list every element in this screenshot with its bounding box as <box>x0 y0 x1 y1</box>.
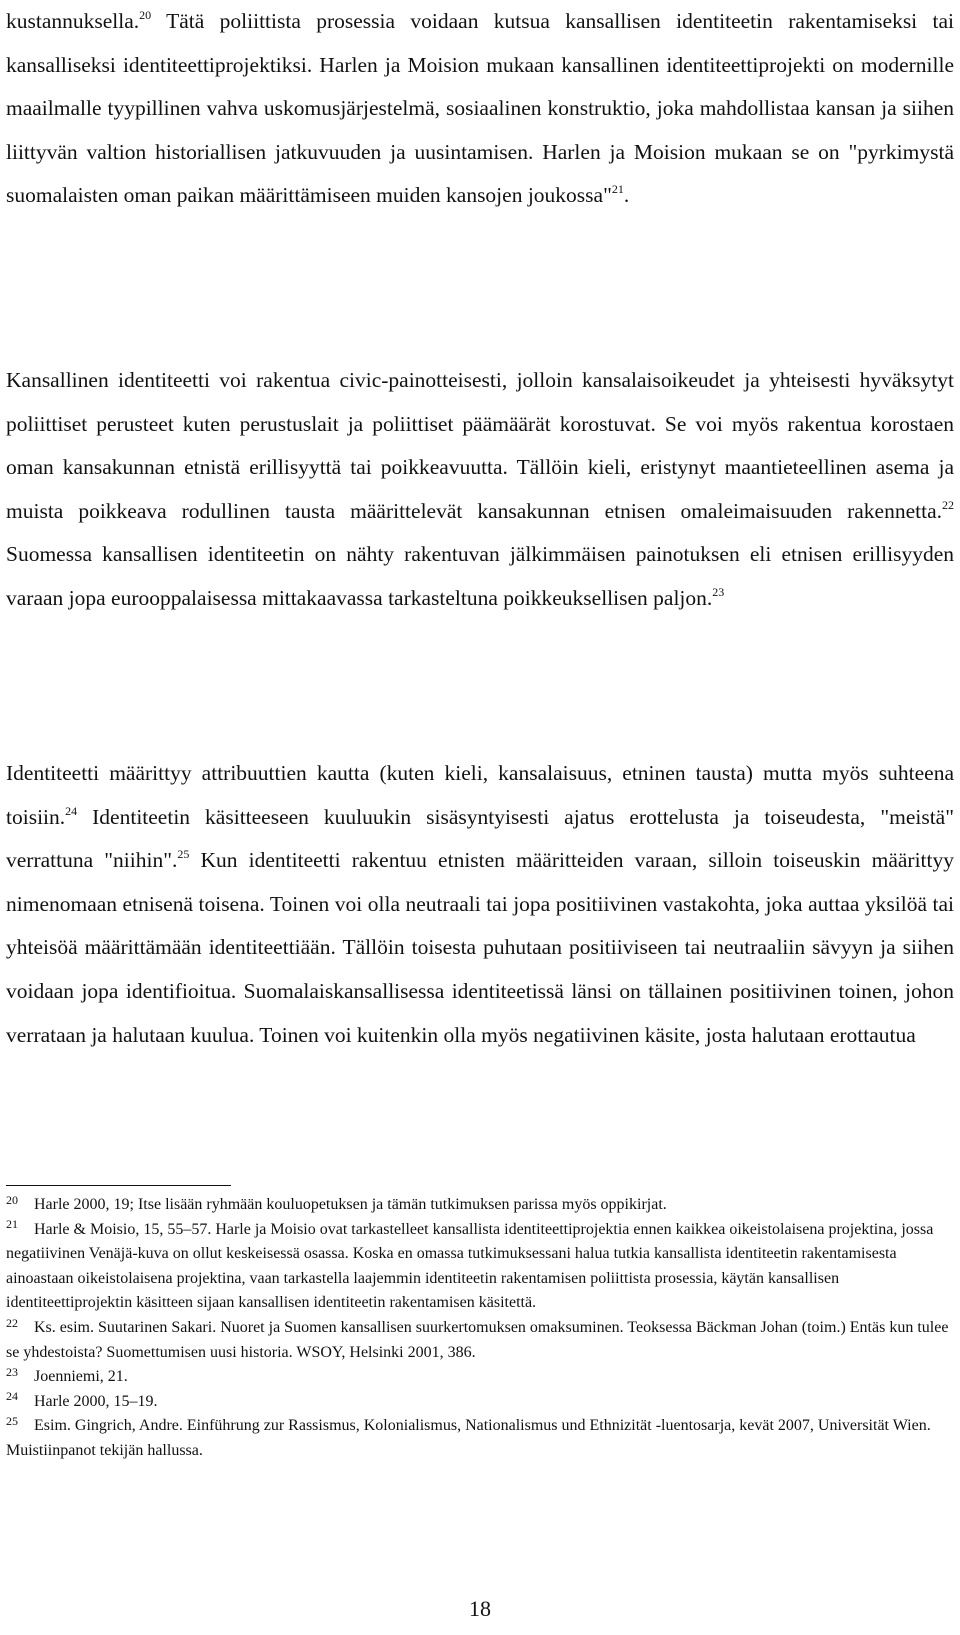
paragraph-text: Identiteetti määrittyy attribuuttien kautta (kuten kieli, kansalaisuus, etninen tausta) mutta myös suhteena toisiin. <box>6 761 954 829</box>
footnote-text: Esim. Gingrich, Andre. Einführung zur Rassismus, Kolonialismus, Nationalismus und Ethnizität -luentosarja, kevät 2007, Universität Wien. Muistiinpanot tekijän hallussa. <box>6 1417 931 1459</box>
footnote-text: Harle 2000, 15–19. <box>34 1392 158 1410</box>
paragraph-text: . <box>623 183 630 208</box>
footnote-ref-21: 21 <box>611 182 624 197</box>
body-paragraph-3 <box>6 752 954 1057</box>
paragraph-text: Suomessa kansallisen identiteetin on nähty rakentuvan jälkimmäisen painotuksen eli etnisen erillisyyden varaan jopa eurooppalaisessa mittakaavassa tarkasteltuna poikkeuksellisen paljon. <box>6 542 954 610</box>
paragraph-text: Identiteetin käsitteeseen kuuluukin sisäsyntyisesti ajatus erottelusta ja toiseudesta, "meistä" verrattuna "niihin". <box>6 804 954 873</box>
footnote-ref-23: 23 <box>712 584 725 599</box>
footnote-text: Harle 2000, 19; Itse lisään ryhmään kouluopetuksen ja tämän tutkimuksen parissa myös oppikirjat. <box>34 1196 667 1213</box>
body-paragraph-1 <box>6 0 954 218</box>
footnotes <box>6 1193 954 1464</box>
paragraph-text: Kansallinen identiteetti voi rakentua civic-painotteisesti, jolloin kansalaisoikeudet ja yhteisesti hyväksytyt poliittiset perusteet kuten perustuslait ja poliittiset päämäärät korostuvat. Se voi myös rakentua korostaen oman kansakunnan etnistä erillisyyttä tai poikkeavuutta. Tällöin kieli, eristynyt maantieteellinen asema ja muista poikkeava rodullinen tausta määrittelevät kansakunnan etnisen omaleimaisuuden rakennetta. <box>6 368 954 523</box>
paragraph-text: Kun identiteetti rakentuu etnisten määritteiden varaan, silloin toiseuskin määrittyy nimenomaan etnisenä toisena. Toinen voi olla neutraali tai jopa positiivinen vastakohta, joka auttaa yksilöä tai yhteisöä määrittämään identiteettiään. Tällöin toisesta puhutaan positiiviseen tai neutraaliin sävyyn ja siihen voidaan jopa identifioitua. Suomalaiskansallisessa identiteetissä länsi on tällainen positiivinen toinen, johon verrataan ja halutaan kuulua. Toinen voi kuitenkin olla myös negatiivinen käsite, josta halutaan erottautua <box>6 848 954 1047</box>
footnote-25: 25 Esim. Gingrich, Andre. Einführung zur Rassismus, Kolonialismus, Nationalismus und Ethnizität -luentosarja, kevät 2007, Universität Wien. Muistiinpanot tekijän hallussa. <box>6 1413 931 1459</box>
footnote-ref-22: 22 <box>942 497 954 512</box>
footnote-23: 23 Joenniemi, 21. <box>6 1364 128 1386</box>
body-paragraph-2 <box>6 359 954 621</box>
page-number: 18 <box>469 1596 491 1621</box>
footnote-22: 22 Ks. esim. Suutarinen Sakari. Nuoret ja Suomen kansallisen suurkertomuksen omaksuminen. Teoksessa Bäckman Johan (toim.) Entäs kun tulee se yhdestoista? Suomettumisen uusi historia. WSOY, Helsinki 2001, 386. <box>6 1315 949 1361</box>
footnote-text: Ks. esim. Suutarinen Sakari. Nuoret ja Suomen kansallisen suurkertomuksen omaksuminen. Teoksessa Bäckman Johan (toim.) Entäs kun tulee se yhdestoista? Suomettumisen uusi historia. WSOY, Helsinki 2001, 386. <box>6 1318 949 1361</box>
footnote-20: 20 Harle 2000, 19; Itse lisään ryhmään kouluopetuksen ja tämän tutkimuksen parissa myös oppikirjat. <box>6 1192 667 1213</box>
footnote-text: Harle & Moisio, 15, 55–57. Harle ja Moisio ovat tarkastelleet kansallista identiteettiprojektia ennen kaikkea oikeistolaisena projektina, jossa negatiivinen Venäjä-kuva on ollut keskeisessä osassa. Koska en omassa tutkimuksessani halua tutkia kansallista identiteetin rakentamisesta ainoastaan oikeistolaisena projektina, vaan tarkastella laajemmin identiteetin rakentamisen poliittista prosessia, käytän kansallisen identiteettiprojektin käsitteen sijaan kansallisen identiteetin rakentamisen käsitettä. <box>6 1220 934 1312</box>
paragraph-text: Tätä poliittista prosessia voidaan kutsua kansallisen identiteetin rakentamiseksi tai kansalliseksi identiteettiprojektiksi. Harlen ja Moision mukaan kansallinen identiteettiprojekti on modernille maailmalle tyypillinen vahva uskomusjärjestelmä, sosiaalinen konstruktio, joka mahdollistaa kansan ja siihen liittyvän valtion historiallisen jatkuvuuden ja uusintamisen. Harlen ja Moision mukaan se on "pyrkimystä suomalaisten oman paikan määrittämiseen muiden kansojen joukossa" <box>6 9 954 208</box>
footnote-21: 21 Harle & Moisio, 15, 55–57. Harle ja Moisio ovat tarkastelleet kansallista identiteettiprojektia ennen kaikkea oikeistolaisena projektina, jossa negatiivinen Venäjä-kuva on ollut keskeisessä osassa. Koska en omassa tutkimuksessani halua tutkia kansallista identiteetin rakentamisesta ainoastaan oikeistolaisena projektina, vaan tarkastella laajemmin identiteetin rakentamisen poliittista prosessia, käytän kansallisen identiteettiprojektin käsitteen sijaan kansallisen identiteetin rakentamisen käsitettä. <box>6 1217 934 1312</box>
footnote-separator <box>6 1185 231 1186</box>
footnote-ref-25: 25 <box>177 847 190 862</box>
footnote-24: 24 Harle 2000, 15–19. <box>6 1389 158 1410</box>
footnote-ref-24: 24 <box>65 803 78 818</box>
footnote-text: Joenniemi, 21. <box>34 1368 128 1386</box>
footnote-ref-20: 20 <box>139 8 152 22</box>
paragraph-text: kustannuksella. <box>6 9 140 33</box>
